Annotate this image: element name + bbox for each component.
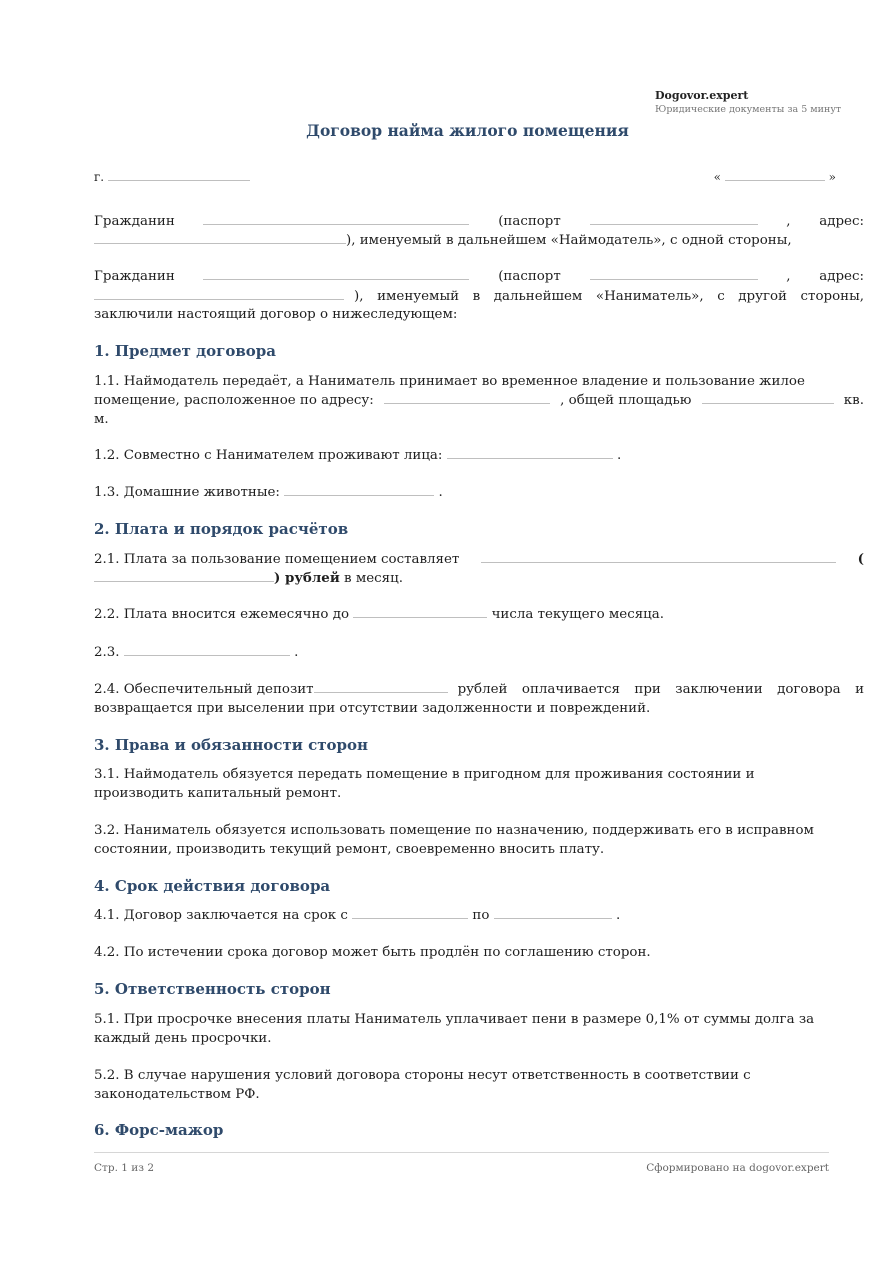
clause-2-3 <box>94 643 864 662</box>
party1-address-label: адрес: <box>819 214 864 229</box>
clause-2-3-text: 2.3. <box>94 645 120 660</box>
party2-comma: , <box>786 269 791 284</box>
city-blank[interactable] <box>108 168 250 181</box>
party2-passport-label: (паспорт <box>498 269 561 284</box>
clause-5-2-line1: 5.2. В случае нарушения условий договора стороны несут ответственность в соответствии с <box>94 1068 751 1083</box>
clause-2-1-line2 <box>94 569 864 588</box>
clause-1-1-address-label: помещение, расположенное по адресу: <box>94 393 374 408</box>
term-end-blank[interactable] <box>494 906 612 919</box>
party2-address-label: адрес: <box>819 269 864 284</box>
clause-3-2-line2: состоянии, производить текущий ремонт, своевременно вносить плату. <box>94 842 605 857</box>
clause-4-1-end: . <box>615 908 621 923</box>
party2-label: Гражданин <box>94 269 175 284</box>
city-date-row <box>94 168 836 187</box>
clause-1-3-text: 1.3. Домашние животные: <box>94 485 280 500</box>
clause-2-3-end: . <box>294 645 299 660</box>
clause-1-2-text: 1.2. Совместно с Нанимателем проживают лица: <box>94 448 443 463</box>
date-field <box>714 168 836 187</box>
party1-comma: , <box>786 214 791 229</box>
clause-5-1-line2: каждый день просрочки. <box>94 1031 272 1046</box>
city-prefix: г. <box>94 170 105 184</box>
party2-line3: заключили настоящий договор о нижеследующем: <box>94 307 458 322</box>
section1-heading: 1. Предмет договора <box>94 342 276 360</box>
clause-5-1-line1: 5.1. При просрочке внесения платы Наниматель уплачивает пени в размере 0,1% от суммы долга за <box>94 1012 815 1027</box>
clause-1-1-unit: кв. <box>843 393 864 408</box>
clause-2-1-currency: ) рублей <box>274 570 340 586</box>
property-address-blank[interactable] <box>384 391 550 404</box>
clause-1-3-end: . <box>438 485 443 500</box>
payment-day-blank[interactable] <box>353 605 487 618</box>
footer-generated: Сформировано на dogovor.expert <box>646 1162 829 1174</box>
party2-passport-blank[interactable] <box>590 267 758 280</box>
property-area-blank[interactable] <box>702 391 834 404</box>
clause-4-2: 4.2. По истечении срока договор может быть продлён по соглашению сторон. <box>94 945 651 960</box>
clause-3-2-line1: 3.2. Наниматель обязуется использовать помещение по назначению, поддерживать его в исправном <box>94 823 814 838</box>
party1-name-blank[interactable] <box>203 212 469 225</box>
brand-block <box>655 88 841 117</box>
clause-2-4-text: 2.4. Обеспечительный депозит <box>94 682 314 697</box>
page-number: Стр. 1 из 2 <box>94 1162 155 1174</box>
footer-divider <box>94 1152 829 1153</box>
party1-line2 <box>94 231 864 250</box>
party1-passport-blank[interactable] <box>590 212 758 225</box>
clause-1-3 <box>94 483 864 502</box>
clause-2-4-text-mid: рублей оплачивается при заключении договора и <box>457 682 864 697</box>
party2-address-blank[interactable] <box>94 287 344 300</box>
party2-line1 <box>94 267 864 286</box>
party1-address-blank[interactable] <box>94 231 346 244</box>
rent-amount-words-blank[interactable] <box>94 569 274 582</box>
clause-2-1-text: 2.1. Плата за пользование помещением составляет <box>94 552 460 567</box>
clause-1-1-line3: м. <box>94 412 109 427</box>
clause-1-2-end: . <box>616 448 622 463</box>
section5-heading: 5. Ответственность сторон <box>94 980 331 998</box>
clause-2-2-text: 2.2. Плата вносится ежемесячно до <box>94 607 350 622</box>
clause-3-1-line2: производить капитальный ремонт. <box>94 786 342 801</box>
rent-amount-blank[interactable] <box>481 550 836 563</box>
party2-line2 <box>94 287 864 306</box>
document-title: Договор найма жилого помещения <box>306 121 629 140</box>
date-close-quote: » <box>828 170 836 184</box>
clause-2-2-text-end: числа текущего месяца. <box>491 607 665 622</box>
section2-heading: 2. Плата и порядок расчётов <box>94 520 349 538</box>
clause-2-2 <box>94 605 864 624</box>
date-open-quote: « <box>713 170 721 184</box>
cohabitants-blank[interactable] <box>447 446 613 459</box>
deposit-amount-blank[interactable] <box>314 680 448 693</box>
clause-2-4-line1 <box>94 680 864 699</box>
section4-heading: 4. Срок действия договора <box>94 877 331 895</box>
clause-2-1-period: в месяц. <box>339 571 403 586</box>
clause-1-2 <box>94 446 864 465</box>
clause-4-1 <box>94 906 864 925</box>
party2-name-blank[interactable] <box>203 267 469 280</box>
party1-label: Гражданин <box>94 214 175 229</box>
brand-tagline: Юридические документы за 5 минут <box>655 104 842 115</box>
party1-line1 <box>94 212 864 231</box>
brand-name: Dogovor.expert <box>655 89 749 102</box>
clause-3-1-line1: 3.1. Наймодатель обязуется передать помещение в пригодном для проживания состоянии и <box>94 767 755 782</box>
clause-4-1-text: 4.1. Договор заключается на срок с <box>94 908 348 923</box>
clause-4-1-to: по <box>472 908 490 923</box>
clause-2-1-paren: ( <box>857 551 864 567</box>
clause-2-1-line1 <box>94 550 864 569</box>
section3-heading: 3. Права и обязанности сторон <box>94 736 368 754</box>
pets-blank[interactable] <box>284 483 434 496</box>
clause-2-3-blank[interactable] <box>124 643 290 656</box>
party2-role-text: ), именуемый в дальнейшем «Наниматель», с другой стороны, <box>354 289 864 304</box>
clause-1-1-line1: 1.1. Наймодатель передаёт, а Наниматель принимает во временное владение и пользование жилое <box>94 374 805 389</box>
clause-2-4-line2: возвращается при выселении при отсутствии задолженности и повреждений. <box>94 701 651 716</box>
city-field <box>94 168 250 187</box>
term-start-blank[interactable] <box>352 906 468 919</box>
clause-1-1-line2 <box>94 391 864 410</box>
date-blank[interactable] <box>725 168 825 181</box>
clause-5-2-line2: законодательством РФ. <box>94 1087 260 1102</box>
party1-passport-label: (паспорт <box>498 214 561 229</box>
clause-1-1-area-label: , общей площадью <box>560 393 692 408</box>
party1-role-text: ), именуемый в дальнейшем «Наймодатель», с одной стороны, <box>346 233 792 248</box>
section6-heading: 6. Форс-мажор <box>94 1121 224 1139</box>
